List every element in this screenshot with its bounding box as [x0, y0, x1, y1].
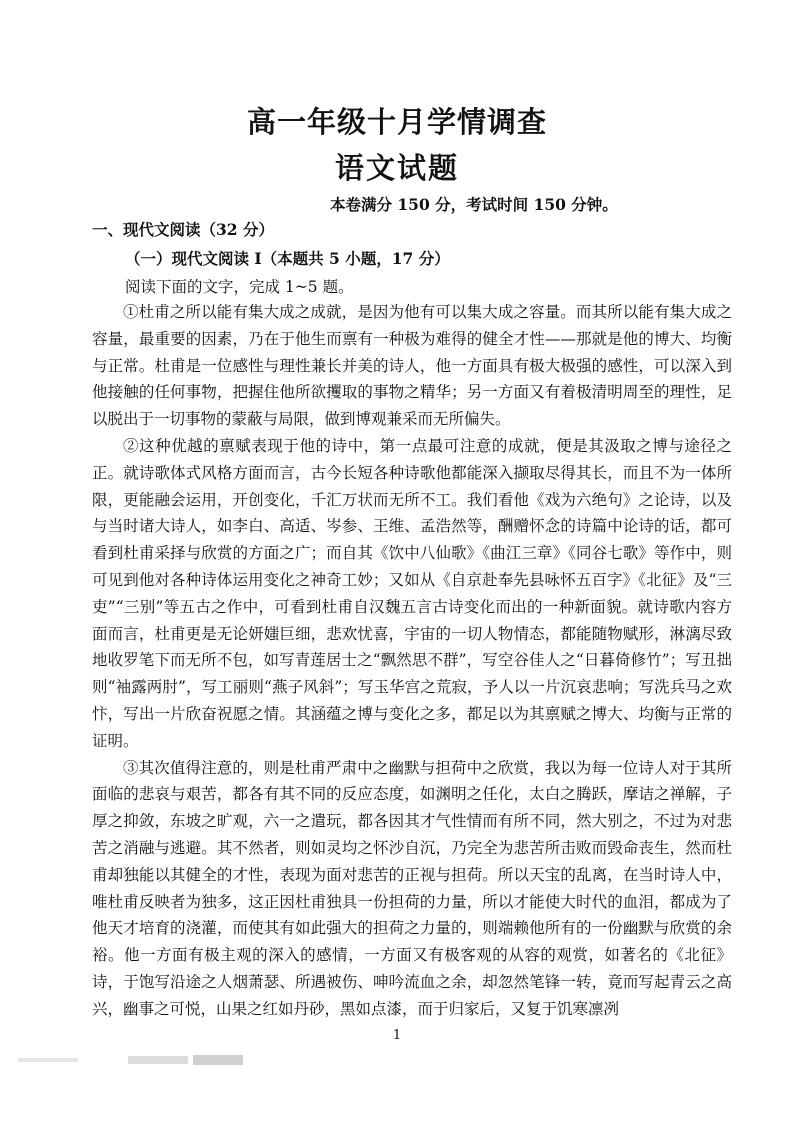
- page-number: 1: [392, 1028, 402, 1043]
- reading-instruction: 阅读下面的文字，完成 1~5 题。: [125, 278, 354, 296]
- scan-artifact: [18, 1052, 268, 1068]
- passage-paragraph-3: ③其次值得注意的，则是杜甫严肃中之幽默与担荷中之欣赏，我以为每一位诗人对于其所面临的悲哀与艰苦，都各有其不同的反应态度，如渊明之任化，太白之腾跃，摩诘之禅解，子厚之抑敛，东坡之旷观，六一之遣玩，都各因其才气性情而有所不同，然大别之，不过为对悲苦之消融与逃避。其不然者，则如灵均之怀沙自沉，乃完全为悲苦所击败而毁命丧生，然而杜甫却独能以其健全的才性，表现为面对悲苦的正视与担荷。所以天宝的乱离，在当时诗人中，唯杜甫反映者为独多，这正因杜甫独具一份担荷的力量，所以才能使大时代的血泪，都成为了他天才培育的浇灌，而使其有如此强大的担荷之力量的，则端赖他所有的一份幽默与欣赏的余裕。他一方面有极主观的深入的感情，一方面又有极客观的从容的观赏，如著名的《北征》诗，于饱写沿途之人烟萧瑟、所遇被伤、呻吟流血之余，却忽然笔锋一转，竟而写起青云之高兴，幽事之可悦，山果之红如丹砂，黑如点漆，而于归家后，又复于饥寒凛冽: [92, 758, 732, 1018]
- exam-title: 高一年级十月学情调查: [246, 105, 547, 139]
- passage-body: [92, 299, 732, 1023]
- exam-subject-title: 语文试题: [334, 151, 459, 185]
- sub-section-heading: （一）现代文阅读 I（本题共 5 小题，17 分）: [125, 249, 450, 268]
- section-heading: 一、现代文阅读（32 分）: [92, 220, 274, 239]
- exam-info: 本卷满分 150 分，考试时间 150 分钟。: [330, 195, 618, 214]
- passage-paragraph-1: ①杜甫之所以能有集大成之成就，是因为他有可以集大成之容量。而其所以能有集大成之容量，最重要的因素，乃在于他生而禀有一种极为难得的健全才性——那就是他的博大、均衡与正常。杜甫是一位感性与理性兼长并美的诗人，他一方面具有极大极强的感性，可以深入到他接触的任何事物，把握住他所欲攫取的事物之精华；另一方面又有着极清明周至的理性，足以脱出于一切事物的蒙蔽与局限，做到博观兼采而无所偏失。: [92, 303, 732, 429]
- passage-paragraph-2: ②这种优越的禀赋表现于他的诗中，第一点最可注意的成就，便是其汲取之博与途径之正。就诗歌体式风格方面而言，古今长短各种诗歌他都能深入撷取尽得其长，而且不为一体所限，更能融会运用，开创变化，千汇万状而无所不工。我们看他《戏为六绝句》之论诗，以及与当时诸大诗人，如李白、高适、岑参、王维、孟浩然等，酬赠怀念的诗篇中论诗的话，都可看到杜甫采择与欣赏的方面之广；而自其《饮中八仙歌》《曲江三章》《同谷七歌》等作中，则可见到他对各种诗体运用变化之神奇工妙；又如从《自京赴奉先县咏怀五百字》《北征》及“三吏”“三别”等五古之作中，可看到杜甫自汉魏五言古诗变化而出的一种新面貌。就诗歌内容方面而言，杜甫更是无论妍媸巨细，悲欢忧喜，宇宙的一切人物情态，都能随物赋形，淋漓尽致地收罗笔下而无所不包，如写青莲居士之“飘然思不群”，写空谷佳人之“日暮倚修竹”；写丑拙则“袖露两肘”，写工丽则“燕子风斜”；写玉华宫之荒寂，予人以一片沉哀悲响；写洗兵马之欢忭，写出一片欣奋祝愿之情。其涵蕴之博与变化之多，都足以为其禀赋之博大、均衡与正常的证明。: [92, 436, 732, 750]
